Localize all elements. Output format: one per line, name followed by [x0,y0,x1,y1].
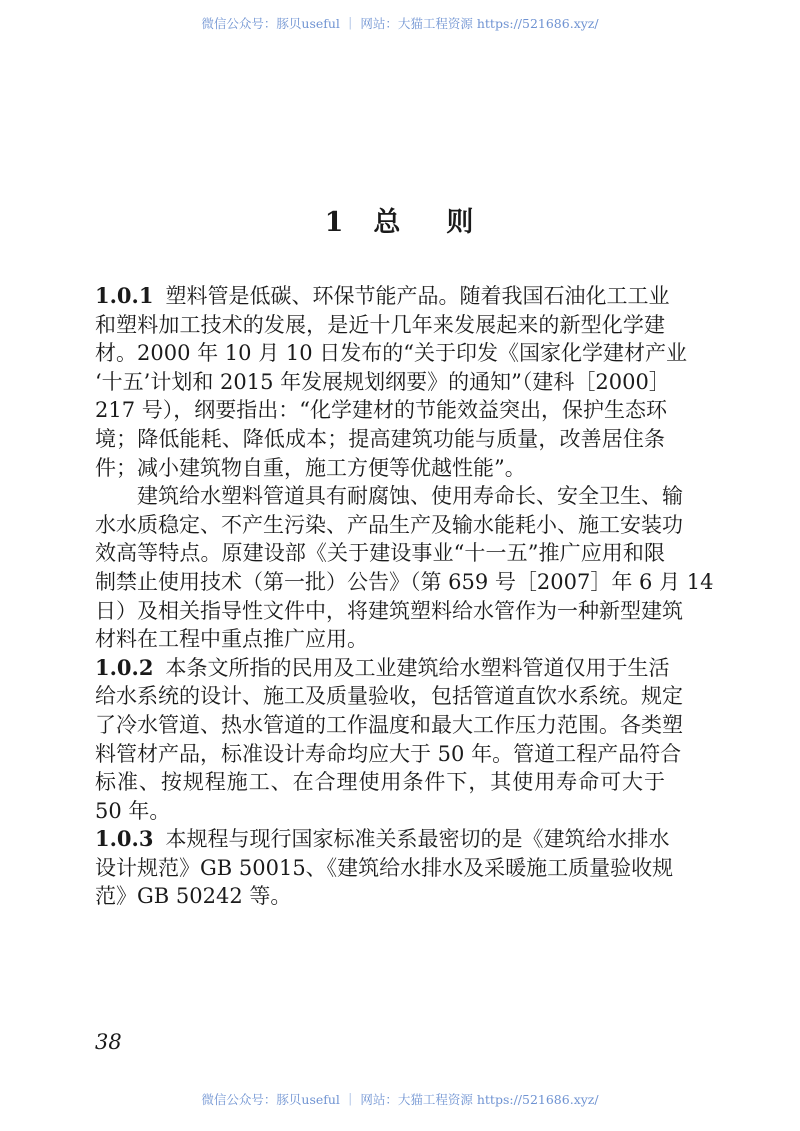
text-line [95,396,665,425]
document-body [95,282,714,911]
section-number: 1.0.2 [95,654,154,680]
text-line [95,740,682,769]
line-text: 件；减小建筑物自重，施工方便等优越性能”。 [95,455,526,480]
line-text: 了冷水管道、热水管道的工作温度和最大工作压力范围。各类塑 [95,712,683,737]
text-line [95,882,665,911]
text-line [95,482,683,511]
chapter-title [0,200,800,239]
line-text: 境；降低能耗、降低成本；提高建筑功能与质量，改善居住条 [95,426,665,451]
line-text: 建筑给水塑料管道具有耐腐蚀、使用寿命长、安全卫生、输 [137,484,683,509]
line-text: 范》GB 50242 等。 [95,884,292,909]
line-text: 材料在工程中重点推广应用。 [95,627,368,652]
text-line [95,625,665,654]
line-text: 标准、按规程施工、在合理使用条件下，其使用寿命可大于 [95,770,665,795]
text-line [95,682,683,711]
section-number: 1.0.1 [95,283,154,308]
text-line [95,711,683,740]
chapter-number: 1 [324,207,346,238]
text-line [95,568,714,597]
section-number: 1.0.3 [95,826,154,852]
line-text: 设计规范》GB 50015、《建筑给水排水及采暖施工质量验收规 [95,855,674,880]
text-line [95,797,665,826]
text-line [95,768,665,797]
text-line [95,311,665,340]
line-text: 给水系统的设计、施工及质量验收，包括管道直饮水系统。规定 [95,684,683,709]
line-text: 效高等特点。原建设部《关于建设事业“十一五”推广应用和限 [95,541,665,566]
line-text: 217 号），纲要指出：“化学建材的节能效益突出，保护生态环 [95,398,667,423]
text-line [95,539,665,568]
line-text: 水水质稳定、不产生污染、产品生产及输水能耗小、施工安装功 [95,512,683,537]
line-text: 和塑料加工技术的发展，是近十几年来发展起来的新型化学建 [95,312,665,337]
line-text: 本规程与现行国家标准关系最密切的是《建筑给水排水 [165,827,670,852]
chapter-word-1: 总 [373,207,403,238]
text-line [95,339,687,368]
text-line [95,511,683,540]
text-line [95,597,683,626]
watermark-top: 微信公众号：豚贝useful ｜ 网站：大猫工程资源 https://521686.xyz/ [201,16,599,31]
text-line [95,368,670,397]
text-line [95,654,670,683]
text-line [95,825,670,854]
chapter-word-2: 则 [446,207,476,238]
text-line [95,425,665,454]
line-text: 本条文所指的民用及工业建筑给水塑料管道仅用于生活 [165,655,670,680]
page-number: 38 [95,1030,122,1054]
watermark-bottom: 微信公众号：豚贝useful ｜ 网站：大猫工程资源 https://521686.xyz/ [201,1092,599,1107]
line-text: 50 年。 [95,798,171,823]
line-text: 日）及相关指导性文件中，将建筑塑料给水管作为一种新型建筑 [95,598,683,623]
line-text: 塑料管是低碳、环保节能产品。随着我国石油化工工业 [165,284,670,308]
text-line [95,454,665,483]
text-line [95,282,670,311]
line-text: 材。2000 年 10 月 10 日发布的“关于印发《国家化学建材产业 [95,341,687,366]
line-text: 料管材产品，标准设计寿命均应大于 50 年。管道工程产品符合 [95,741,682,766]
line-text: 制禁止使用技术（第一批）公告》（第 659 号［2007］年 6 月 14 [95,569,714,594]
text-line [95,854,674,883]
line-text: ‘十五’计划和 2015 年发展规划纲要》的通知”（建科［2000］ [95,369,670,394]
